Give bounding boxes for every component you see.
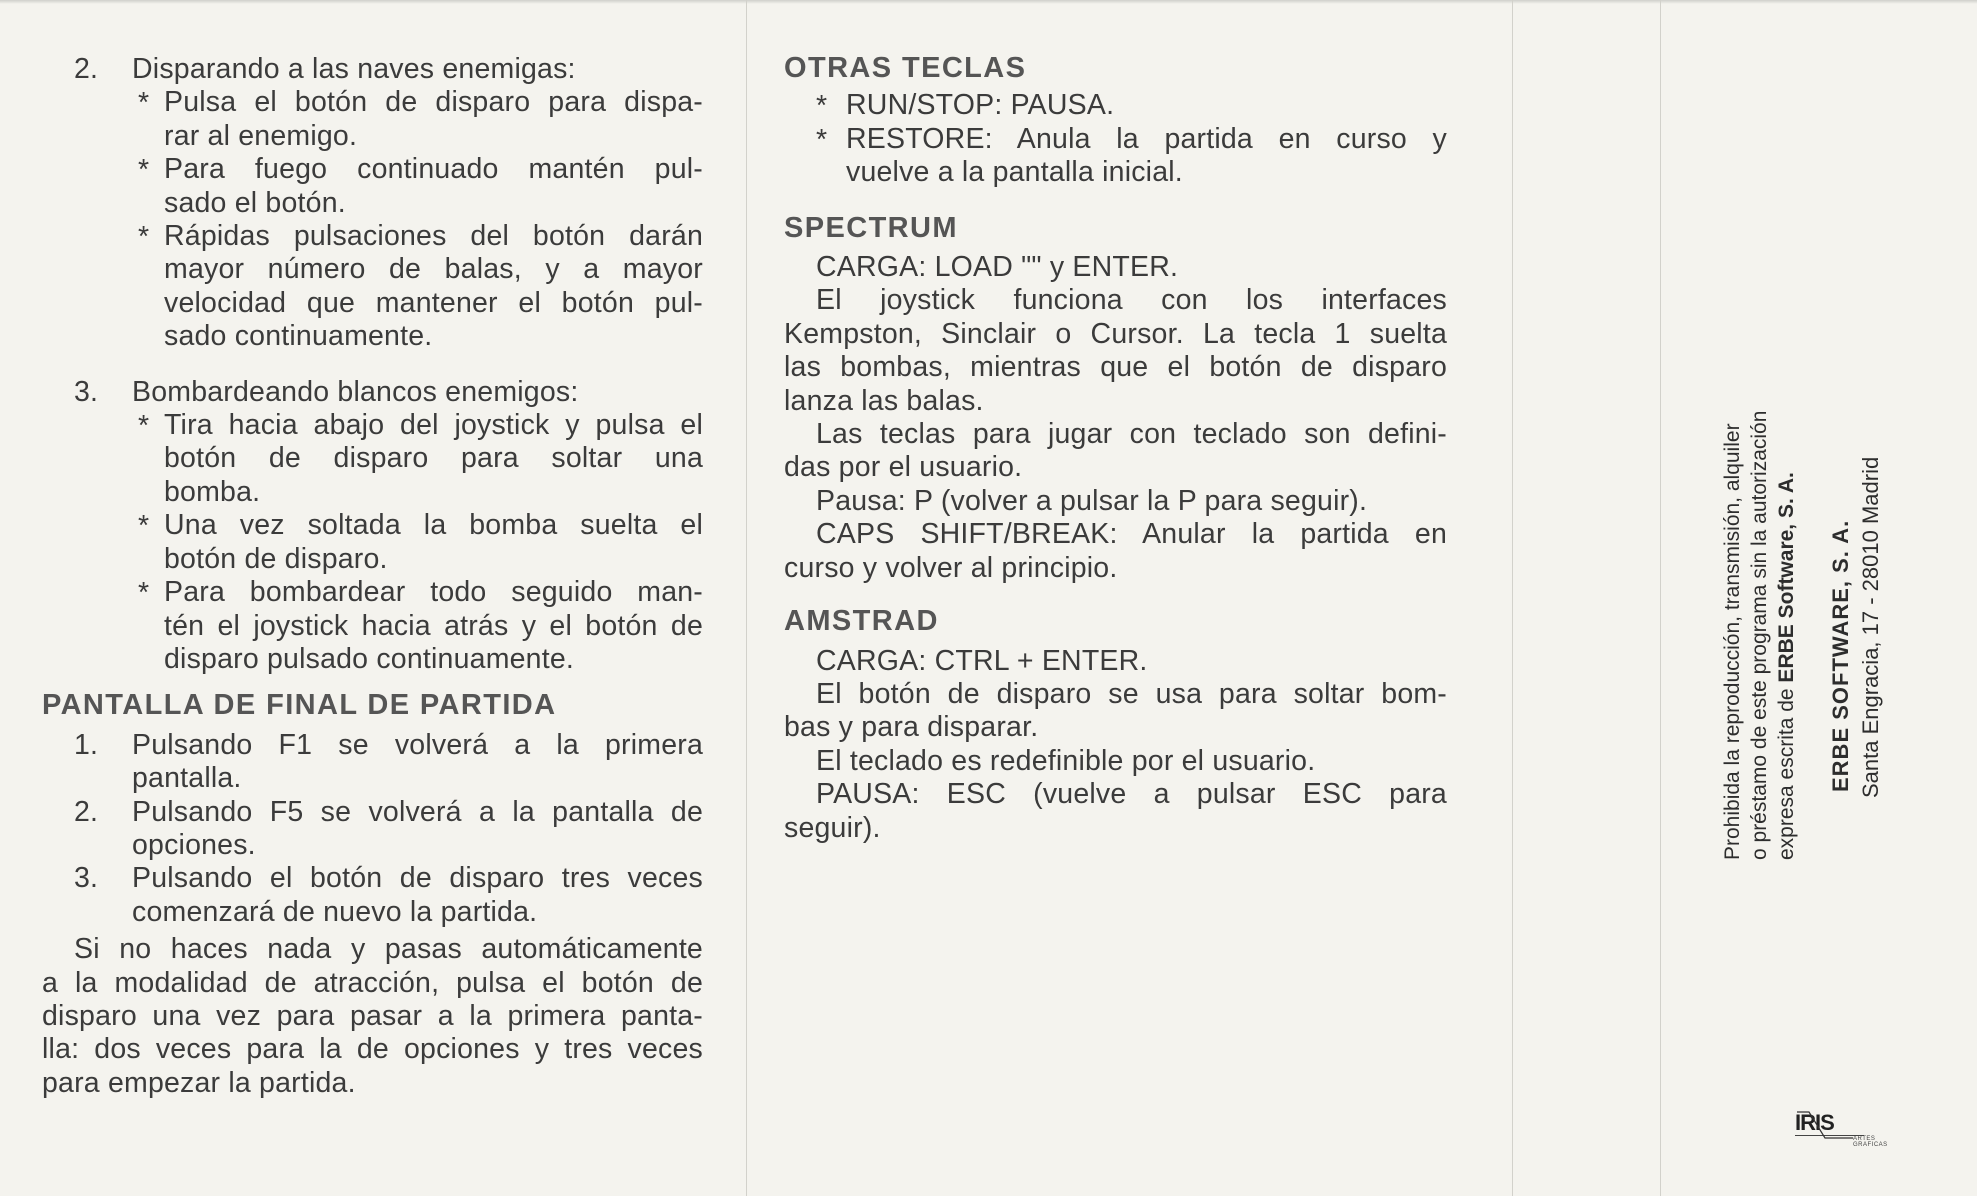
bullet-restore <box>784 123 1447 190</box>
bullet-line: Para fuego continuado mantén pul- <box>164 153 703 186</box>
asterisk-bullet: * <box>816 123 828 156</box>
bullet-run-stop <box>784 89 1447 122</box>
paragraph-line: El joystick funciona con los interfaces <box>816 284 1447 317</box>
item-number: 3. <box>74 862 99 895</box>
paragraph-line: das por el usuario. <box>784 451 1023 484</box>
item-line: opciones. <box>132 828 256 861</box>
bullet-line: botón de disparo. <box>164 542 388 575</box>
closing-paragraph <box>42 933 703 1100</box>
fold-line-2 <box>1512 0 1513 1196</box>
fold-line-3 <box>1660 0 1661 1196</box>
bullet-bomb-release <box>42 509 703 576</box>
spectrum-pause: Pausa: P (volver a pulsar la P para seguir). <box>816 484 1368 517</box>
amstrad-section <box>784 645 1447 845</box>
list-item-3 <box>42 376 703 409</box>
paragraph-line: bas y para disparar. <box>784 711 1039 744</box>
paragraph-line: curso y volver al principio. <box>784 551 1118 584</box>
bullet-bomb-down <box>42 409 703 509</box>
bullet-rapid-fire <box>42 220 703 354</box>
column-instructions <box>42 0 703 1100</box>
bullet-line: RESTORE: Anula la partida en curso y <box>846 122 1447 155</box>
asterisk-bullet: * <box>138 577 150 610</box>
iris-logo-icon <box>1795 1110 1855 1140</box>
bullet-line: Una vez soltada la bomba suelta el <box>164 509 703 542</box>
bullet-line: disparo pulsado continuamente. <box>164 642 575 675</box>
fold-line-1 <box>746 0 747 1196</box>
asterisk-bullet: * <box>138 87 150 120</box>
section-heading-otras: OTRAS TECLAS <box>784 52 1027 84</box>
paragraph-line: seguir). <box>784 811 881 844</box>
bullet-bomb-continuous <box>42 576 703 676</box>
company-name: ERBE SOFTWARE, S. A. <box>1828 519 1853 792</box>
paragraph-line: CAPS SHIFT/BREAK: Anular la partida en <box>816 518 1447 551</box>
bullet-line: botón de disparo para soltar una <box>164 442 703 475</box>
bullet-line: rar al enemigo. <box>164 119 358 152</box>
paragraph-line: Las teclas para jugar con teclado son defini- <box>816 418 1447 451</box>
legal-company: ERBE Software, S. A. <box>1775 472 1798 683</box>
item-text: Bombardeando blancos enemigos: <box>132 375 579 408</box>
asterisk-bullet: * <box>138 510 150 543</box>
legal-text: expresa escrita de <box>1775 682 1798 860</box>
bullet-line: Para bombardear todo seguido man- <box>164 576 703 609</box>
bullet-line: vuelve a la pantalla inicial. <box>846 156 1183 189</box>
item-line: Pulsando F5 se volverá a la pantalla de <box>132 795 703 828</box>
paragraph-line: El teclado es redefinible por el usuario. <box>816 744 1316 777</box>
paragraph-line: Si no haces nada y pasas automáticamente <box>74 933 703 966</box>
paragraph-line: las bombas, mientras que el botón de disparo <box>784 351 1447 384</box>
paragraph-line: disparo una vez para pasar a la primera panta- <box>42 999 703 1032</box>
item-line: Pulsando el botón de disparo tres veces <box>132 862 703 895</box>
legal-notice <box>1719 411 1800 860</box>
company-block <box>1826 457 1886 798</box>
paragraph-line: lanza las balas. <box>784 384 984 417</box>
bullet-line: bomba. <box>164 475 261 508</box>
item-number: 1. <box>74 728 99 761</box>
legal-line <box>1773 411 1800 860</box>
asterisk-bullet: * <box>138 410 150 443</box>
section-heading-spectrum: SPECTRUM <box>784 211 958 244</box>
paragraph-line: para empezar la partida. <box>42 1066 356 1099</box>
column-keys <box>784 0 1447 845</box>
paragraph-line: lla: dos veces para la de opciones y tres veces <box>42 1033 703 1066</box>
section-heading-amstrad: AMSTRAD <box>784 605 939 638</box>
bullet-line: velocidad que mantener el botón pul- <box>164 286 703 319</box>
legal-line: Prohibida la reproducción, transmisión, alquiler <box>1721 423 1744 860</box>
item-number: 2. <box>74 53 99 85</box>
bullet-line: Tira hacia abajo del joystick y pulsa el <box>164 409 703 442</box>
asterisk-bullet: * <box>138 221 150 254</box>
asterisk-bullet: * <box>816 90 828 123</box>
item-text: Disparando a las naves enemigas: <box>132 53 576 85</box>
final-item-3 <box>42 862 703 929</box>
section-heading-final: PANTALLA DE FINAL DE PARTIDA <box>42 689 557 722</box>
paragraph-line: a la modalidad de atracción, pulsa el botón de <box>42 966 703 999</box>
bullet-line: sado continuamente. <box>164 320 433 353</box>
bullet-line: RUN/STOP: PAUSA. <box>846 89 1115 122</box>
item-line: Pulsando F1 se volverá a la primera <box>132 728 703 761</box>
spectrum-load: CARGA: LOAD "" y ENTER. <box>816 251 1179 284</box>
item-number: 2. <box>74 795 99 828</box>
bullet-line: Rápidas pulsaciones del botón darán <box>164 220 703 253</box>
final-item-2 <box>42 796 703 863</box>
paragraph-line: Kempston, Sinclair o Cursor. La tecla 1 suelta <box>784 317 1447 350</box>
bullet-line: mayor número de balas, y a mayor <box>164 253 703 286</box>
final-item-1 <box>42 729 703 796</box>
item-number: 3. <box>74 375 99 408</box>
item-line: pantalla. <box>132 762 242 795</box>
asterisk-bullet: * <box>138 154 150 187</box>
printer-sub-text: ARTES GRAFICAS <box>1853 1136 1888 1148</box>
amstrad-load: CARGA: CTRL + ENTER. <box>816 644 1148 677</box>
company-address: Santa Engracia, 17 - 28010 Madrid <box>1858 456 1883 798</box>
item-line: comenzará de nuevo la partida. <box>132 895 538 928</box>
paragraph-line: El botón de disparo se usa para soltar bom- <box>816 677 1447 710</box>
spectrum-section <box>784 251 1447 585</box>
printer-logo-text: IRIS <box>1795 1110 1864 1136</box>
bullet-line: Pulsa el botón de disparo para dispa- <box>164 86 703 119</box>
bullet-line: sado el botón. <box>164 186 346 219</box>
bullet-continuous-fire <box>42 153 703 220</box>
printer-logo <box>1795 1110 1888 1148</box>
paragraph-line: PAUSA: ESC (vuelve a pulsar ESC para <box>816 778 1447 811</box>
legal-line: o préstamo de este programa sin la autorización <box>1748 410 1771 860</box>
bullet-line: tén el joystick hacia atrás y el botón de <box>164 609 703 642</box>
bullet-fire <box>42 86 703 153</box>
list-item-2 <box>42 53 703 86</box>
